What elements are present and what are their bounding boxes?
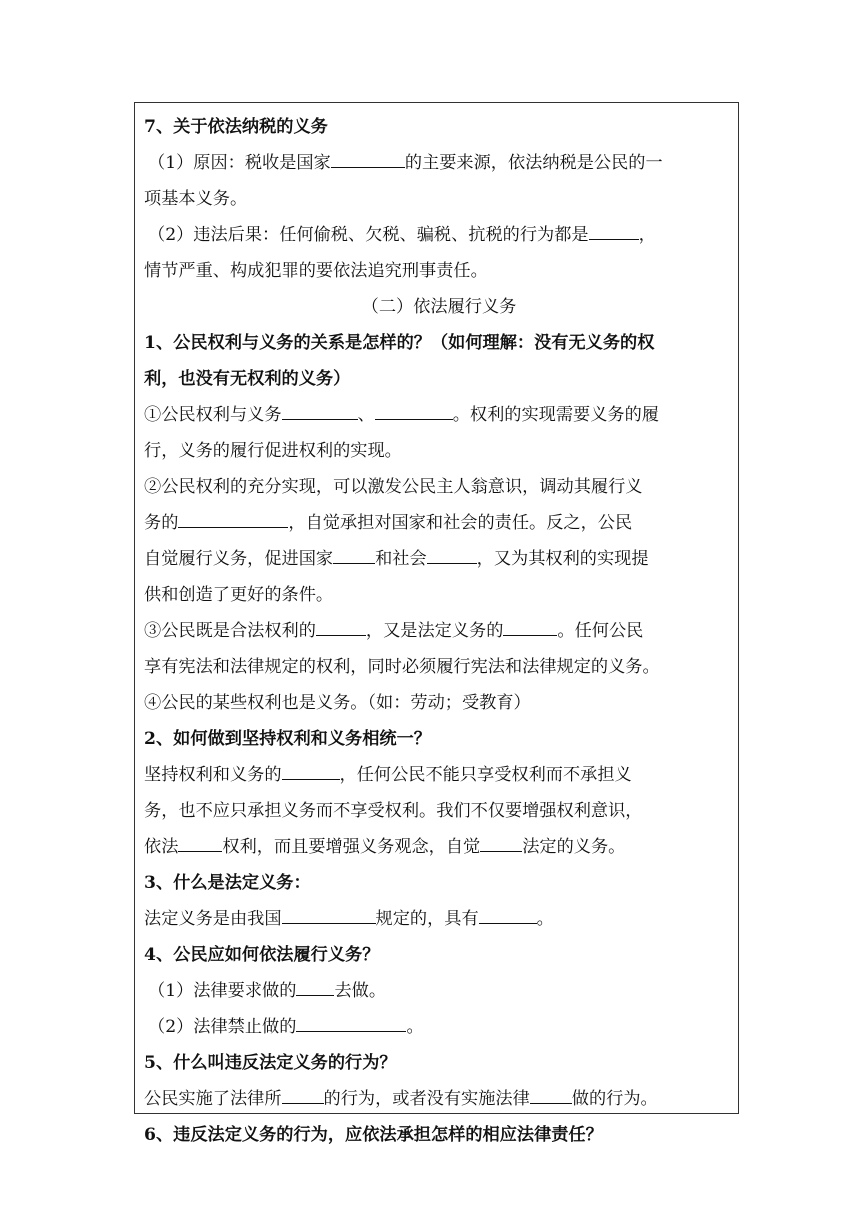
section-7-heading: 7、关于依法纳税的义务 bbox=[144, 117, 328, 137]
tax-reason-line: （1）原因：税收是国家 的主要来源，依法纳税是公民的一 bbox=[148, 153, 663, 173]
q5-answer: 公民实施了法律所 的行为，或者没有实施法律 做的行为。 bbox=[144, 1089, 658, 1109]
q1-point-4: ④公民的某些权利也是义务。（如：劳动；受教育） bbox=[144, 693, 531, 713]
answer-blank[interactable] bbox=[282, 907, 376, 924]
q1-point-3-cont: 享有宪法和法律规定的权利，同时必须履行宪法和法律规定的义务。 bbox=[144, 657, 660, 677]
q3-answer: 法定义务是由我国 规定的，具有 。 bbox=[144, 909, 554, 929]
question-3-heading: 3、什么是法定义务： bbox=[144, 873, 311, 893]
answer-blank[interactable] bbox=[375, 403, 453, 420]
answer-blank[interactable] bbox=[530, 1087, 572, 1104]
tax-consequence-line: （2）违法后果：任何偷税、欠税、骗税、抗税的行为都是 ， bbox=[148, 225, 656, 245]
q4-point-1: （1）法律要求做的 去做。 bbox=[148, 981, 387, 1001]
question-1-heading-cont: 利，也没有无权利的义务） bbox=[144, 369, 351, 389]
tax-reason-line-cont: 项基本义务。 bbox=[144, 189, 248, 209]
answer-blank[interactable] bbox=[282, 403, 358, 420]
q1-point-1: ①公民权利与义务 、 。权利的实现需要义务的履 bbox=[144, 405, 659, 425]
answer-blank[interactable] bbox=[178, 835, 222, 852]
question-1-heading: 1、公民权利与义务的关系是怎样的？（如何理解：没有无义务的权 bbox=[144, 333, 655, 353]
question-5-heading: 5、什么叫违反法定义务的行为？ bbox=[144, 1053, 397, 1073]
question-2-heading: 2、如何做到坚持权利和义务相统一？ bbox=[144, 729, 431, 749]
answer-blank[interactable] bbox=[282, 1087, 324, 1104]
question-4-heading: 4、公民应如何依法履行义务？ bbox=[144, 945, 380, 965]
part-2-title: （二）依法履行义务 bbox=[361, 297, 517, 317]
q2-answer-cont: 依法 权利，而且要增强义务观念，自觉 法定的义务。 bbox=[144, 837, 626, 857]
q1-point-2-cont: 务的 ，自觉承担对国家和社会的责任。反之，公民 bbox=[144, 513, 633, 533]
q2-answer: 坚持权利和义务的 ，任何公民不能只享受权利而不承担义 bbox=[144, 765, 632, 785]
q1-point-2-cont: 自觉履行义务，促进国家 和社会 ，又为其权利的实现提 bbox=[144, 549, 649, 569]
answer-blank[interactable] bbox=[503, 619, 557, 636]
answer-blank[interactable] bbox=[296, 979, 334, 996]
answer-blank[interactable] bbox=[333, 547, 375, 564]
answer-blank[interactable] bbox=[316, 619, 366, 636]
answer-blank[interactable] bbox=[480, 835, 522, 852]
answer-blank[interactable] bbox=[282, 763, 340, 780]
q1-point-3: ③公民既是合法权利的 ，又是法定义务的 。任何公民 bbox=[144, 621, 644, 641]
q2-answer-cont: 务，也不应只承担义务而不享受权利。我们不仅要增强权利意识， bbox=[144, 801, 643, 821]
worksheet-content bbox=[144, 109, 734, 1153]
worksheet-frame bbox=[134, 102, 739, 1145]
question-6-heading: 6、违反法定义务的行为，应依法承担怎样的相应法律责任？ bbox=[144, 1125, 603, 1145]
q1-point-2-cont: 供和创造了更好的条件。 bbox=[144, 585, 334, 605]
answer-blank[interactable] bbox=[178, 511, 288, 528]
tax-consequence-line-cont: 情节严重、构成犯罪的要依法追究刑事责任。 bbox=[144, 261, 488, 281]
answer-blank[interactable] bbox=[589, 223, 639, 240]
answer-blank[interactable] bbox=[331, 151, 405, 168]
answer-blank[interactable] bbox=[479, 907, 537, 924]
answer-blank[interactable] bbox=[427, 547, 477, 564]
q1-point-2: ②公民权利的充分实现，可以激发公民主人翁意识，调动其履行义 bbox=[144, 477, 643, 497]
q4-point-2: （2）法律禁止做的 。 bbox=[148, 1017, 424, 1037]
q1-point-1-cont: 行，义务的履行促进权利的实现。 bbox=[144, 441, 402, 461]
answer-blank[interactable] bbox=[296, 1015, 406, 1032]
